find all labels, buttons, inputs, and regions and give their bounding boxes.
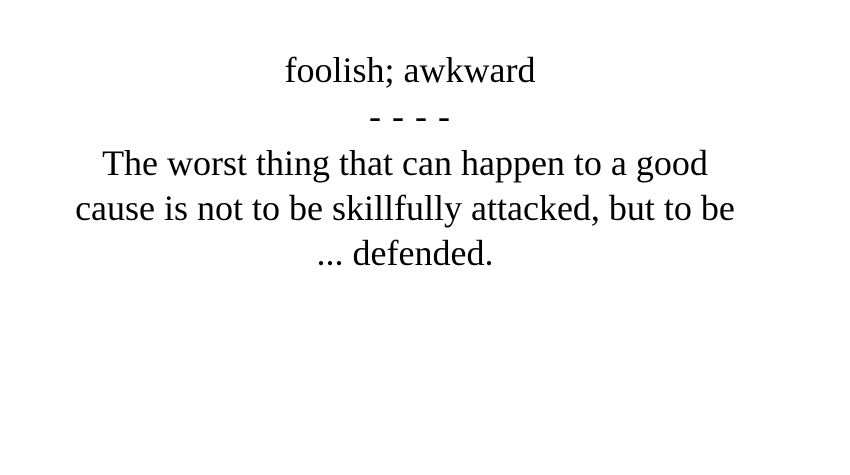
quote-line: cause is not to be skillfully attacked, but to be — [75, 188, 735, 228]
separator-dashes: - - - - — [369, 96, 451, 136]
definition-text: foolish; awkward — [284, 50, 536, 90]
quote-line: ... defended. — [316, 233, 494, 273]
quote-text — [10, 141, 800, 276]
quote-line: The worst thing that can happen to a good — [102, 143, 708, 183]
